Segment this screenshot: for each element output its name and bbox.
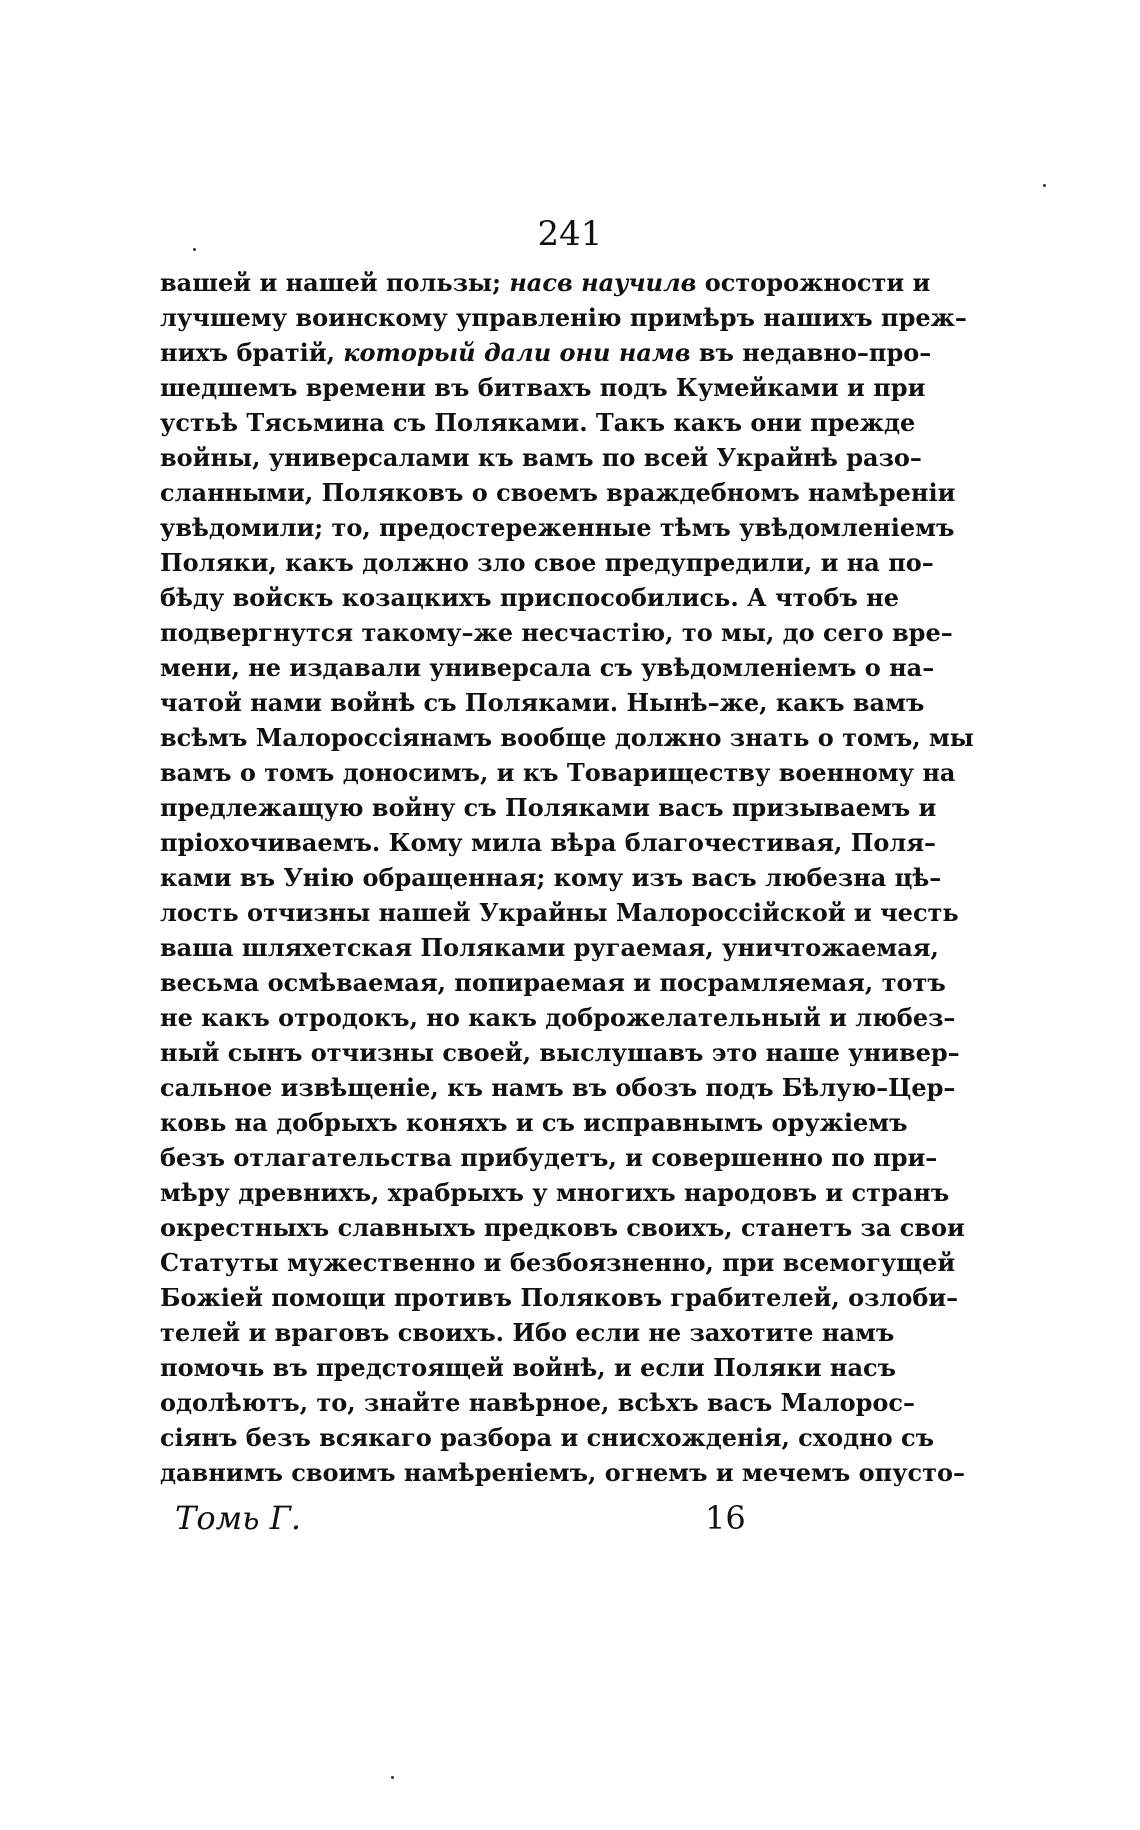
text-line [160,965,946,1000]
text-line [160,510,955,545]
text-span: лость отчизны нашей Украйны Малороссійской и честь [160,898,959,927]
text-line [160,755,956,790]
text-span: лучшему воинскому управленію примѣръ нашихъ преж– [160,303,967,332]
text-line [160,1245,956,1280]
text-line [160,1070,956,1105]
text-line [160,1315,895,1350]
text-line [160,860,942,895]
signature-line [160,1496,760,1540]
text-span: подвергнутся такому–же несчастію, то мы, до сего вре– [160,618,953,647]
text-span: мени, не издавали универсала съ увѣдомленіемъ о на– [160,653,935,682]
text-span: окрестныхъ славныхъ предковъ своихъ, станетъ за свои [160,1213,965,1242]
text-span: всѣмъ Малороссіянамъ вообще должно знать о томъ, мы [160,723,974,752]
text-span: въ недавно–про– [690,338,932,367]
text-line [160,1000,956,1035]
text-span: давнимъ своимъ намѣреніемъ, огнемъ и мечемъ опусто– [160,1458,966,1487]
print-speck [391,1776,394,1779]
text-line [160,1385,916,1420]
text-span: телей и враговъ своихъ. Ибо если не захотите намъ [160,1318,895,1347]
text-line [160,1455,966,1490]
italic-text-span: который дали они намв [343,338,691,367]
text-span: сланными, Поляковъ о своемъ враждебномъ намѣреніи [160,478,956,507]
text-span: весьма осмѣваемая, попираемая и посрамляемая, тотъ [160,968,946,997]
text-span: мѣру древнихъ, храбрыхъ у многихъ народовъ и странъ [160,1178,950,1207]
text-span: помочь въ предстоящей войнѣ, и если Поляки насъ [160,1353,897,1382]
text-line [160,1105,908,1140]
text-span: безъ отлагательства прибудетъ, и совершенно по при– [160,1143,938,1172]
text-span: шедшемъ времени въ битвахъ подъ Кумейками и при [160,373,926,402]
text-line [160,1175,950,1210]
text-span: не какъ отродокъ, но какъ доброжелательный и любез– [160,1003,956,1032]
text-span: Поляки, какъ должно зло свое предупредили, и на по– [160,548,934,577]
text-span: увѣдомили; то, предостереженные тѣмъ увѣдомленіемъ [160,513,955,542]
text-span: одолѣютъ, то, знайте навѣрное, всѣхъ васъ Малорос– [160,1388,916,1417]
text-line [160,1035,960,1070]
print-speck [1043,184,1046,187]
page-number: 241 [537,214,603,254]
text-line [160,370,926,405]
text-span: ный сынъ отчизны своей, выслушавъ это наше универ– [160,1038,960,1067]
text-line [160,580,899,615]
text-line [160,335,932,370]
text-line [160,1420,935,1455]
text-line [160,475,956,510]
text-line [160,720,974,755]
text-line [160,1210,965,1245]
text-line [160,895,959,930]
text-line [160,440,922,475]
volume-mark: Томь Г. [175,1499,302,1537]
text-span: вамъ о томъ доносимъ, и къ Товариществу военному на [160,758,956,787]
text-span: чатой нами войнѣ съ Поляками. Нынѣ–же, какъ вамъ [160,688,925,717]
text-span: ками въ Унію обращенная; кому изъ васъ любезна цѣ– [160,863,942,892]
text-span: устьѣ Тясьмина съ Поляками. Такъ какъ они прежде [160,408,916,437]
text-span: сіянъ безъ всякаго разбора и снисхожденія, сходно съ [160,1423,935,1452]
text-line [160,1140,938,1175]
text-line [160,790,937,825]
text-span: бѣду войскъ козацкихъ приспособились. А чтобъ не [160,583,899,612]
text-span: Статуты мужественно и безбоязненно, при всемогущей [160,1248,956,1277]
italic-text-span: насв научилв [509,268,697,297]
text-line [160,650,935,685]
text-span: ковь на добрыхъ коняхъ и съ исправнымъ оружіемъ [160,1108,908,1137]
sheet-number: 16 [705,1499,746,1537]
text-line [160,685,925,720]
text-line [160,405,916,440]
text-span: ваша шляхетская Поляками ругаемая, уничтожаемая, [160,933,939,962]
text-span: Божіей помощи противъ Поляковъ грабителей, озлоби– [160,1283,959,1312]
text-line [160,265,931,300]
text-line [160,300,967,335]
text-span: осторожности и [696,268,931,297]
text-line [160,1280,959,1315]
text-span: предлежащую войну съ Поляками васъ призываемъ и [160,793,937,822]
body-text [160,265,974,1490]
text-line [160,930,939,965]
text-span: нихъ братій, [160,338,344,367]
text-span: войны, универсалами къ вамъ по всей Украйнѣ разо– [160,443,922,472]
text-line [160,545,934,580]
text-span: сальное извѣщеніе, къ намъ въ обозъ подъ Бѣлую–Цер– [160,1073,956,1102]
print-speck [193,248,196,251]
text-line [160,825,937,860]
text-span: вашей и нашей пользы; [160,268,510,297]
text-span: пріохочиваемъ. Кому мила вѣра благочестивая, Поля– [160,828,937,857]
text-line [160,615,953,650]
text-line [160,1350,897,1385]
